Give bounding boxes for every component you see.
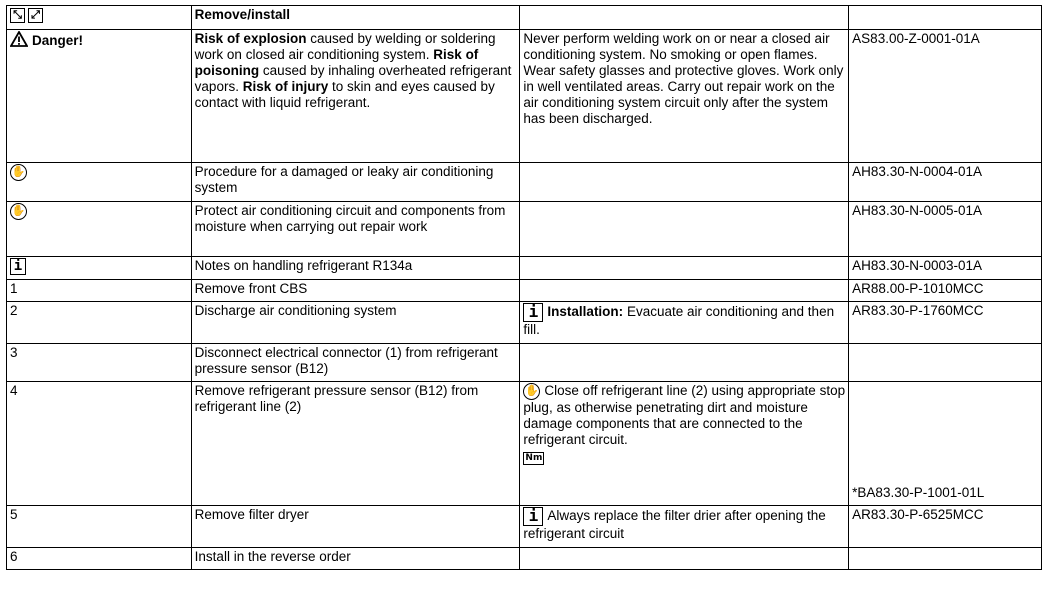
info-ref-cell: AH83.30-N-0003-01A bbox=[849, 257, 1042, 280]
step-ref: AR88.00-P-1010MCC bbox=[849, 280, 1042, 302]
risk-injury: Risk of injury bbox=[242, 79, 329, 94]
step-note bbox=[520, 548, 849, 570]
step-row bbox=[7, 302, 1042, 344]
note-icon-cell bbox=[7, 163, 192, 202]
risk-poisoning-text: caused by inhaling overheated refrigerant vapors. bbox=[194, 63, 512, 94]
danger-risks-cell bbox=[191, 30, 520, 163]
warning-triangle-icon bbox=[10, 31, 28, 47]
step-ref: AR83.30-P-6525MCC bbox=[849, 506, 1042, 548]
header-empty-3 bbox=[520, 6, 849, 30]
danger-label: Danger! bbox=[32, 33, 84, 48]
step-text: Remove front CBS bbox=[191, 280, 520, 302]
step-row bbox=[7, 280, 1042, 302]
note-row bbox=[7, 163, 1042, 202]
step-number: 4 bbox=[7, 382, 192, 506]
info-empty-cell bbox=[520, 257, 849, 280]
step-note bbox=[520, 280, 849, 302]
step-ref bbox=[849, 548, 1042, 570]
danger-row bbox=[7, 30, 1042, 163]
step-row bbox=[7, 382, 1042, 506]
note-row bbox=[7, 202, 1042, 257]
risk-explosion: Risk of explosion bbox=[194, 31, 307, 46]
note-icon-cell bbox=[7, 202, 192, 257]
note-empty-cell bbox=[520, 163, 849, 202]
step-ref bbox=[849, 344, 1042, 382]
step-row bbox=[7, 506, 1042, 548]
header-empty-4 bbox=[849, 6, 1042, 30]
info-row bbox=[7, 257, 1042, 280]
danger-measure-cell bbox=[520, 30, 849, 163]
info-icon: i bbox=[10, 258, 26, 275]
note-empty-cell bbox=[520, 202, 849, 257]
header-title: Remove/install bbox=[191, 6, 520, 30]
info-icon: i bbox=[523, 507, 543, 526]
step-number: 5 bbox=[7, 506, 192, 548]
step-note: i Always replace the filter drier after opening the refrigerant circuit bbox=[520, 506, 849, 548]
document-page bbox=[6, 5, 1042, 570]
note-ref-cell: AH83.30-N-0004-01A bbox=[849, 163, 1042, 202]
step-note: i Installation: Evacuate air conditioning and then fill. bbox=[520, 302, 849, 344]
torque-nm-icon: Nm bbox=[525, 453, 543, 463]
danger-measure: Never perform welding work on or near a closed air conditioning system. No smoking or open flames. Wear safety glasses and protective gloves. Work only in well ventilated areas. Carry out repair work on the air conditioning system circuit only after the system has been discharged. bbox=[523, 31, 844, 126]
step-text: Discharge air conditioning system bbox=[191, 302, 520, 344]
step-text: Disconnect electrical connector (1) from refrigerant pressure sensor (B12) bbox=[191, 344, 520, 382]
note-ref-cell: AH83.30-N-0005-01A bbox=[849, 202, 1042, 257]
step-row bbox=[7, 548, 1042, 570]
danger-ref: AS83.00-Z-0001-01A bbox=[852, 31, 980, 46]
note-hand-icon: ✋ bbox=[10, 164, 27, 181]
note-text-cell: Protect air conditioning circuit and components from moisture when carrying out repair work bbox=[191, 202, 520, 257]
info-icon: i bbox=[523, 303, 543, 322]
step-number: 1 bbox=[7, 280, 192, 302]
step-note bbox=[520, 344, 849, 382]
risk-poisoning: Risk of poisoning bbox=[194, 47, 479, 78]
install-icon: ⤢ bbox=[28, 8, 43, 23]
danger-label-cell bbox=[7, 30, 192, 163]
note-text-cell: Procedure for a damaged or leaky air conditioning system bbox=[191, 163, 520, 202]
step-note: ✋ Close off refrigerant line (2) using appropriate stop plug, as otherwise penetrating dirt and moisture damage components that are connected to the refrigerant circuit. Nm bbox=[520, 382, 849, 506]
step-row bbox=[7, 344, 1042, 382]
procedure-table bbox=[6, 5, 1042, 570]
note-hand-icon: ✋ bbox=[10, 203, 27, 220]
step-text: Remove refrigerant pressure sensor (B12) from refrigerant line (2) bbox=[191, 382, 520, 506]
risk-injury-text: to skin and eyes caused by contact with liquid refrigerant. bbox=[194, 79, 495, 110]
step-number: 3 bbox=[7, 344, 192, 382]
step-number: 2 bbox=[7, 302, 192, 344]
step-ref: AR83.30-P-1760MCC bbox=[849, 302, 1042, 344]
step-ref: *BA83.30-P-1001-01L bbox=[849, 382, 1042, 506]
header-row bbox=[7, 6, 1042, 30]
header-icons-cell bbox=[7, 6, 192, 30]
info-text-cell: Notes on handling refrigerant R134a bbox=[191, 257, 520, 280]
note-hand-icon: ✋ bbox=[523, 383, 540, 400]
danger-ref-cell bbox=[849, 30, 1042, 163]
risk-explosion-text: caused by welding or soldering work on closed air conditioning system. bbox=[194, 31, 496, 62]
installation-label: Installation: bbox=[547, 304, 624, 320]
step-text: Install in the reverse order bbox=[191, 548, 520, 570]
remove-icon: ⤡ bbox=[10, 8, 25, 23]
step-number: 6 bbox=[7, 548, 192, 570]
info-icon-cell bbox=[7, 257, 192, 280]
step-text: Remove filter dryer bbox=[191, 506, 520, 548]
